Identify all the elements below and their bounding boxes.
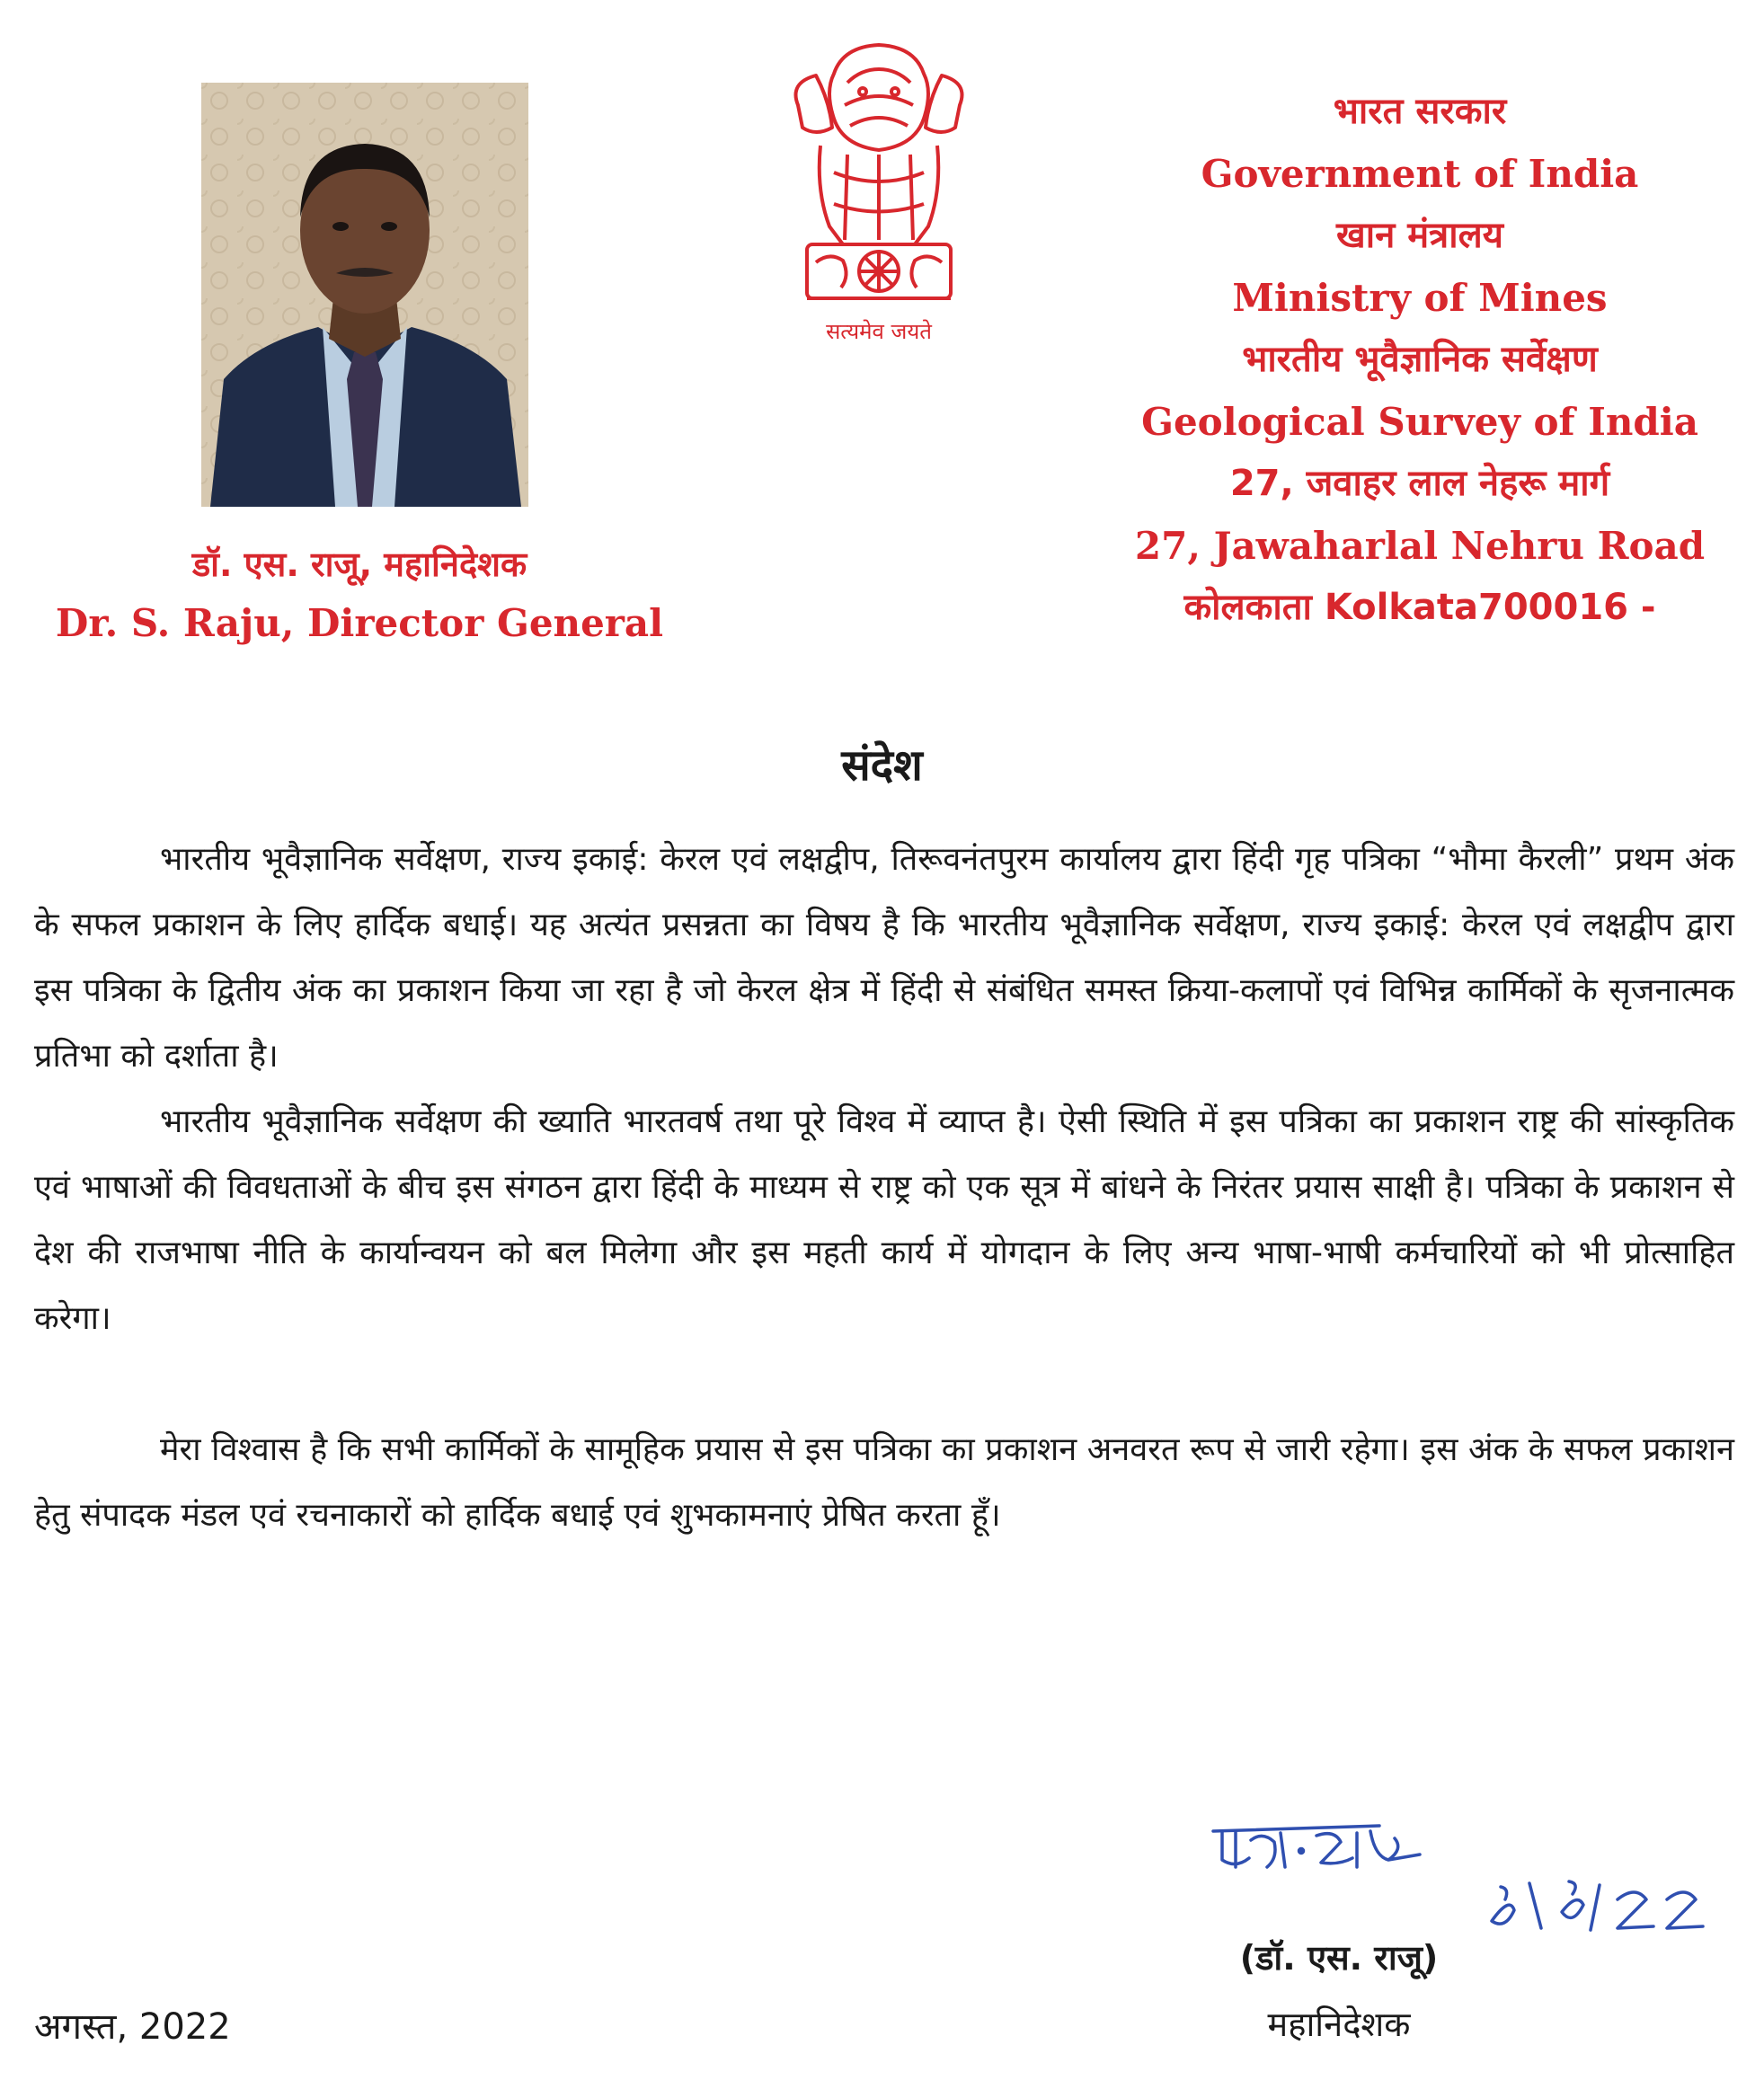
message-body bbox=[34, 827, 1734, 1548]
emblem-motto: सत्यमेव जयते bbox=[826, 319, 932, 344]
ashoka-emblem-icon bbox=[780, 20, 978, 361]
signatory-title: महानिदेशक bbox=[1267, 2005, 1411, 2044]
message-paragraph-1: भारतीय भूवैज्ञानिक सर्वेक्षण, राज्य इकाई: केरल एवं लक्षद्वीप, तिरूवनंतपुरम कार्यालय द्वारा हिंदी गृह पत्रिका “भौमा कैरली” प्रथम अंक के सफल प्रकाशन के लिए हार्दिक बधाई। यह अत्यंत प्रसन्नता का विषय है कि भारतीय भूवैज्ञानिक सर्वेक्षण, राज्य इकाई: केरल एवं लक्षद्वीप द्वारा इस पत्रिका के द्वितीय अंक का प्रकाशन किया जा रहा है जो केरल क्षेत्र में हिंदी से संबंधित समस्त क्रिया-कलापों एवं विभिन्न कार्मिकों के सृजनात्मक प्रतिभा को दर्शाता है। bbox=[34, 841, 1734, 1075]
message-heading: संदेश bbox=[841, 740, 923, 791]
org-line-address-hi: 27, जवाहर लाल नेहरू मार्ग bbox=[1229, 463, 1610, 504]
organization-header bbox=[1114, 81, 1725, 639]
director-name-hi: डॉ. एस. राजू, महानिदेशक bbox=[191, 544, 527, 584]
org-line-ministry-hi: खान मंत्रालय bbox=[1336, 215, 1503, 256]
director-name-en: Dr. S. Raju, Director General bbox=[55, 601, 664, 645]
signatory-name: (डॉ. एस. राजू) bbox=[1239, 1938, 1439, 1978]
message-paragraph-2: भारतीय भूवैज्ञानिक सर्वेक्षण की ख्याति भारतवर्ष तथा पूरे विश्व में व्याप्त है। ऐसी स्थिति में इस पत्रिका का प्रकाशन राष्ट्र की सांस्कृतिक एवं भाषाओं की विवधताओं के बीच इस संगठन द्वारा हिंदी के माध्यम से राष्ट्र को एक सूत्र में बांधने के निरंतर प्रयास साक्षी है। पत्रिका के प्रकाशन से देश की राजभाषा नीति के कार्यान्वयन को बल मिलेगा और इस महती कार्य में योगदान के लिए अन्य भाषा-भाषी कर्मचारियों को भी प्रोत्साहित करेगा। bbox=[34, 1103, 1734, 1337]
director-photo bbox=[201, 83, 528, 507]
org-line-govt-hi: भारत सरकार bbox=[1333, 91, 1507, 132]
org-line-city: कोलकाता Kolkata700016 - bbox=[1183, 587, 1656, 628]
org-line-ministry-en: Ministry of Mines bbox=[1232, 276, 1608, 320]
handwritten-signature bbox=[1195, 1813, 1752, 1939]
message-paragraph-3: मेरा विश्वास है कि सभी कार्मिकों के सामूहिक प्रयास से इस पत्रिका का प्रकाशन अनवरत रूप से जारी रहेगा। इस अंक के सफल प्रकाशन हेतु संपादक मंडल एवं रचनाकारों को हार्दिक बधाई एवं शुभकामनाएं प्रेषित करता हूँ। bbox=[34, 1431, 1734, 1534]
director-caption bbox=[36, 535, 683, 653]
org-line-address-en: 27, Jawaharlal Nehru Road bbox=[1134, 524, 1706, 568]
issue-date: अगस्त, 2022 bbox=[34, 2006, 231, 2048]
org-line-govt-en: Government of India bbox=[1201, 152, 1639, 196]
portrait-image bbox=[201, 83, 528, 507]
org-line-gsi-en: Geological Survey of India bbox=[1141, 400, 1698, 444]
org-line-gsi-hi: भारतीय भूवैज्ञानिक सर्वेक्षण bbox=[1242, 339, 1598, 380]
